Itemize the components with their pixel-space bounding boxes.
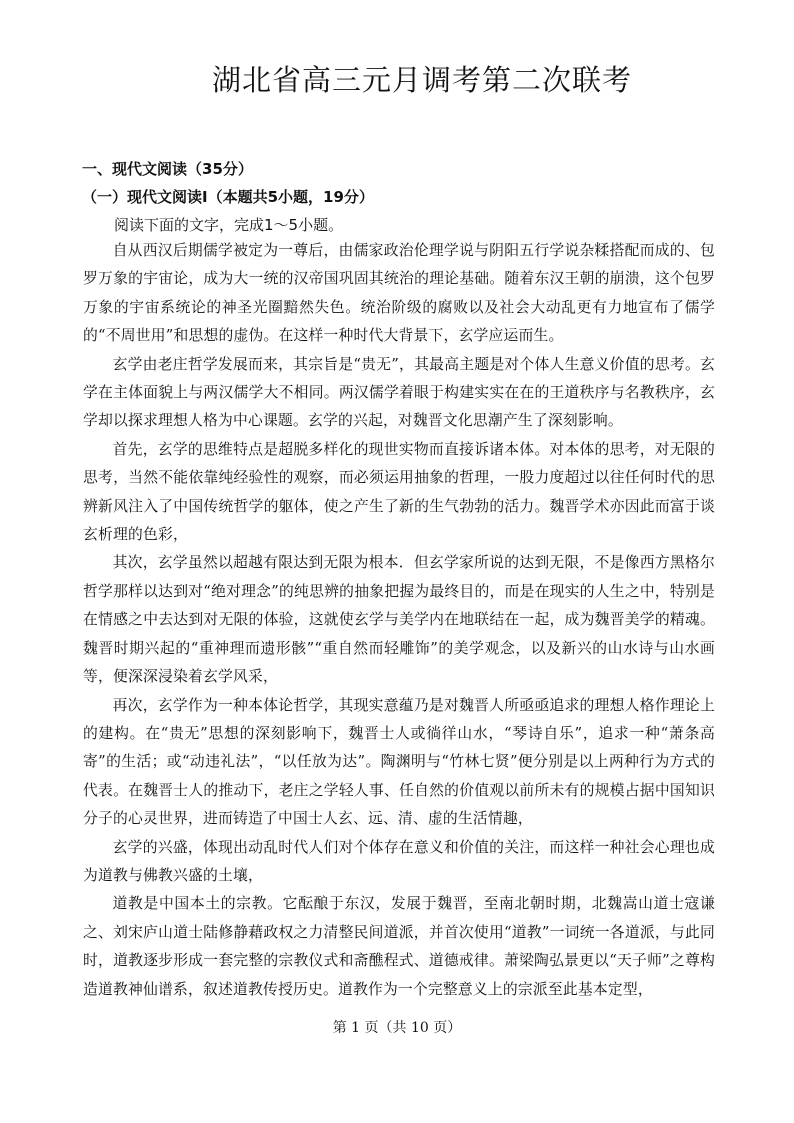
paragraph: 玄学的兴盛，体现出动乱时代人们对个体存在意义和价值的关注，而这样一种社会心理也成为道教与佛教兴盛的土壤， xyxy=(83,838,715,884)
paragraph: 自从西汉后期儒学被定为一尊后，由儒家政治伦理学说与阴阳五行学说杂糅搭配而成的、包罗万象的宇宙论，成为大一统的汉帝国巩固其统治的理论基础。随着东汉王朝的崩溃，这个包罗万象的宇宙系统论的神圣光圈黯然失色。统治阶级的腐败以及社会大动乱更有力地宣布了儒学的“不周世用”和思想的虚伪。在这样一种时代大背景下，玄学应运而生。 xyxy=(83,242,715,345)
paragraph: 首先，玄学的思维特点是超脱多样化的现世实物而直接诉诸本体。对本体的思考，对无限的思考，当然不能依靠纯经验性的观察，而必须运用抽象的哲理，一股力度超过以往任何时代的思辨新风注入了中国传统哲学的躯体，使之产生了新的生气勃勃的活力。魏晋学术亦因此而富于谈玄析理的色彩， xyxy=(83,440,715,544)
paragraph: 道教是中国本土的宗教。它酝酿于东汉，发展于魏晋，至南北朝时期，北魏嵩山道士寇谦之、刘宋庐山道士陆修静藉政权之力清整民间道派，并首次使用“道教”一词统一各道派，与此同时，道教逐步形成一套完整的宗教仪式和斋醮程式、道德戒律。萧梁陶弘景更以“天子师”之尊构造道教神仙谱系，叙述道教传授历史。道教作为一个完整意义上的宗派至此基本定型， xyxy=(83,895,715,998)
instruction-text: 阅读下面的文字，完成1～5小题。 xyxy=(114,216,344,234)
page-title: 湖北省高三元月调考第二次联考 xyxy=(211,63,632,97)
subsection-heading: （一）现代文阅读I（本题共5小题，19分） xyxy=(82,188,374,206)
paragraph: 再次，玄学作为一种本体论哲学，其现实意蕴乃是对魏晋人所亟亟追求的理想人格作理论上的建构。在“贵无”思想的深刻影响下，魏晋士人或徜徉山水，“琴诗自乐”，追求一种“萧条高寄”的生活；或“动违礼法”，“以任放为达”。陶渊明与“竹林七贤”便分别是以上两种行为方式的代表。在魏晋士人的推动下，老庄之学轻人事、任自然的价值观以前所未有的规模占据中国知识分子的心灵世界，进而铸造了中国士人玄、远、清、虚的生活情趣， xyxy=(83,696,715,828)
paragraph: 玄学由老庄哲学发展而来，其宗旨是“贵无”，其最高主题是对个体人生意义价值的思考。玄学在主体面貌上与两汉儒学大不相同。两汉儒学着眼于构建实实在在的王道秩序与名教秩序，玄学却以探求理想人格为中心课题。玄学的兴起，对魏晋文化思潮产生了深刻影响。 xyxy=(83,355,715,430)
reading-passage xyxy=(83,237,715,1004)
page-footer: 第 1 页（共 10 页） xyxy=(332,1020,462,1036)
section-heading: 一、现代文阅读（35分） xyxy=(82,160,253,178)
paragraph: 其次，玄学虽然以超越有限达到无限为根本．但玄学家所说的达到无限，不是像西方黑格尔哲学那样以达到对“绝对理念”的纯思辨的抽象把握为最终目的，而是在现实的人生之中，特别是在情感之中去达到对无限的体验，这就使玄学与美学内在地联结在一起，成为魏晋美学的精魂。魏晋时期兴起的“重神理而遗形骸”“重自然而轻雕饰”的美学观念，以及新兴的山水诗与山水画等，便深深浸染着玄学风采， xyxy=(83,554,715,686)
